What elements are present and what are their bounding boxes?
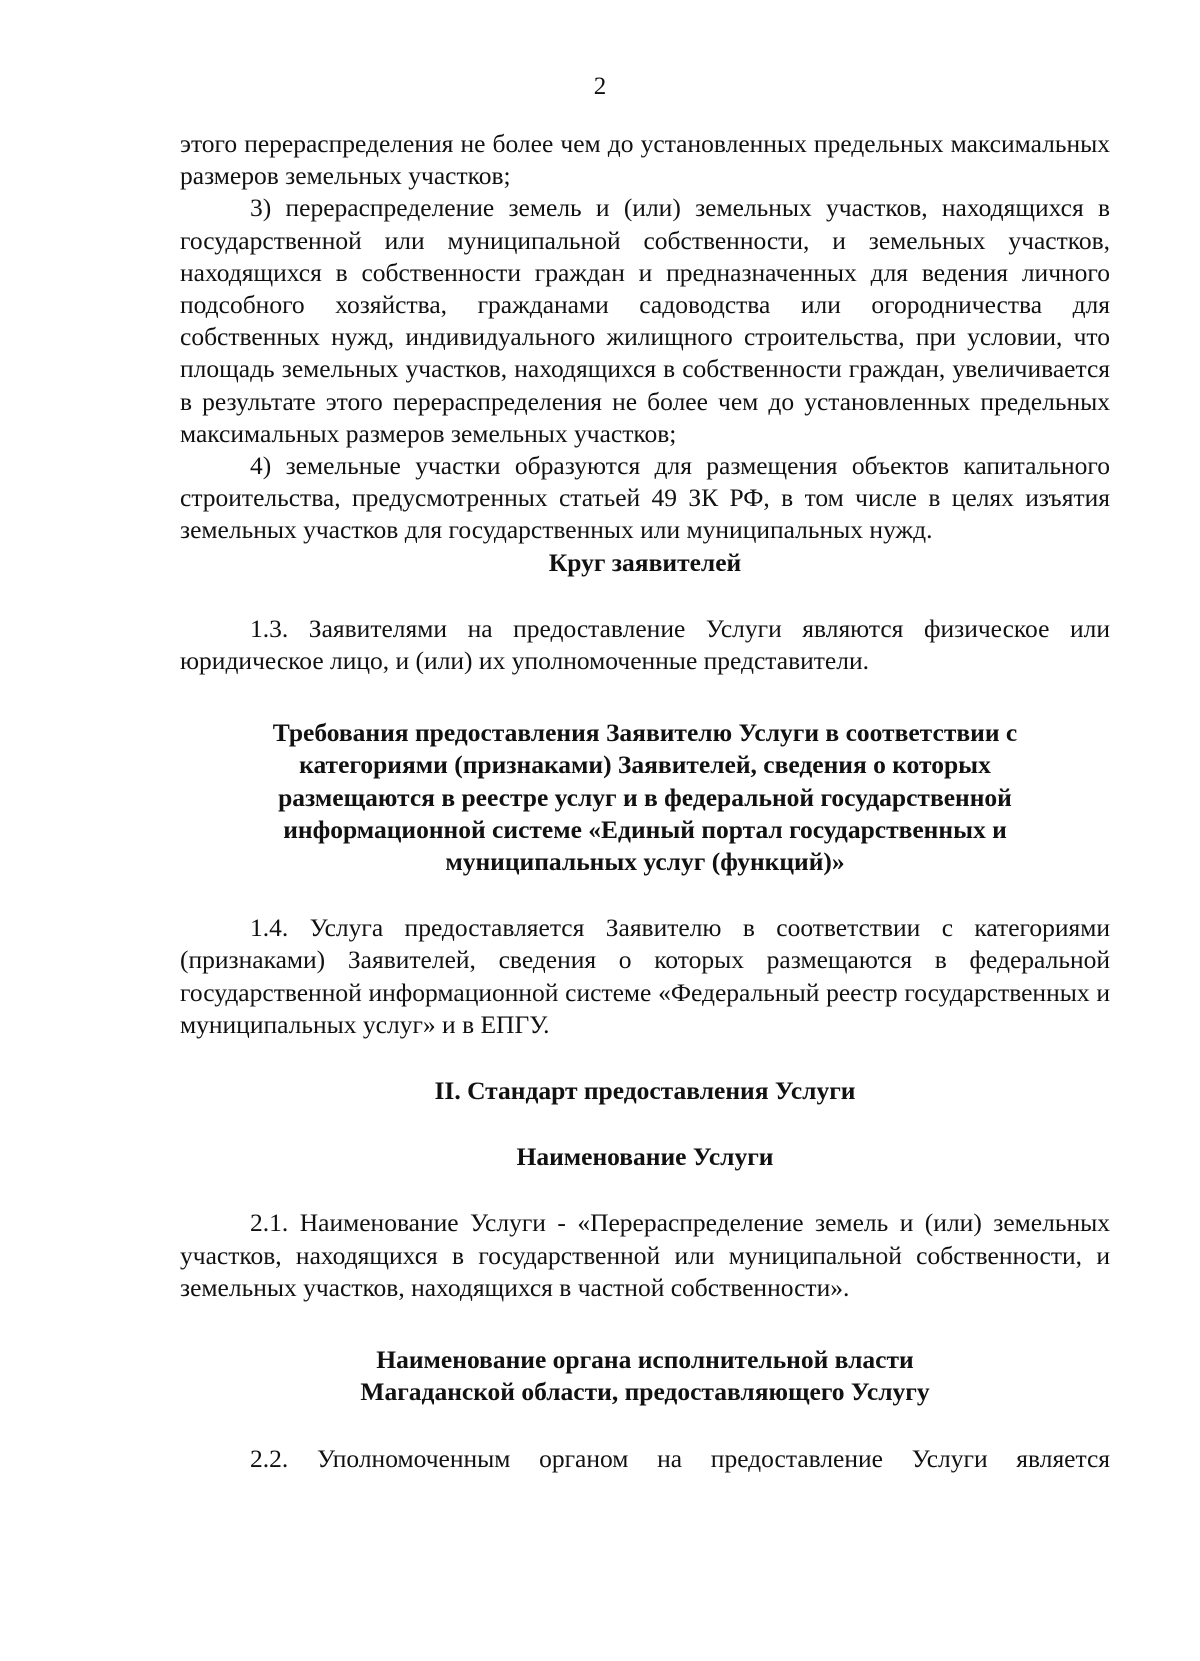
paragraph-item-3: 3) перераспределение земель и (или) земельных участков, находящихся в государственной или муниципальной собственности, и земельных участков, находящихся в собственности граждан и предназначенных для ведения личного подсобного хозяйства, гражданами садоводства или огородничества для собственных нужд, индивидуального жилищного строительства, при условии, что площадь земельных участков, находящихся в собственности граждан, увеличивается в результате этого перераспределения не более чем до установленных предельных максимальных размеров земельных участков; [180,193,1110,448]
heading-authority: Наименование органа исполнительной власти Магаданской области, предоставляющего Услугу [360,1345,930,1407]
heading-section-2: II. Стандарт предоставления Услуги [434,1076,856,1106]
paragraph-continuation: этого перераспределения не более чем до установленных предельных максимальных размеров земельных участков; [180,129,1110,191]
paragraph-1-4: 1.4. Услуга предоставляется Заявителю в соответствии с категориями (признаками) Заявителей, сведения о которых размещаются в федеральной государственной информационной системе «Федеральный реестр государственных и муниципальных услуг» и в ЕПГУ. [180,913,1110,1039]
document-body [180,128,1110,1475]
paragraph-1-3: 1.3. Заявителями на предоставление Услуги являются физическое или юридическое лицо, и (или) их уполномоченные представители. [180,613,1110,676]
paragraph-2-2: 2.2. Уполномоченным органом на предоставление Услуги является [250,1443,1110,1473]
heading-service-name: Наименование Услуги [516,1142,774,1172]
paragraph-2-1: 2.1. Наименование Услуги - «Перераспределение земель и (или) земельных участков, находящихся в государственной или муниципальной собственности, и земельных участков, находящихся в частной собственности». [180,1208,1110,1302]
paragraph-item-4: 4) земельные участки образуются для размещения объектов капитального строительства, предусмотренных статьей 49 ЗК РФ, в том числе в целях изъятия земельных участков для государственных или муниципальных нужд. [180,451,1110,545]
heading-applicants: Круг заявителей [548,547,742,577]
heading-requirements: Требования предоставления Заявителю Услуги в соответствии с категориями (признаками) Заявителей, сведения о которых размещаются в реестре услуг и в федеральной государственной информационной системе «Единый портал государственных и муниципальных услуг (функций)» [272,718,1018,877]
page-number: 2 [593,73,607,100]
